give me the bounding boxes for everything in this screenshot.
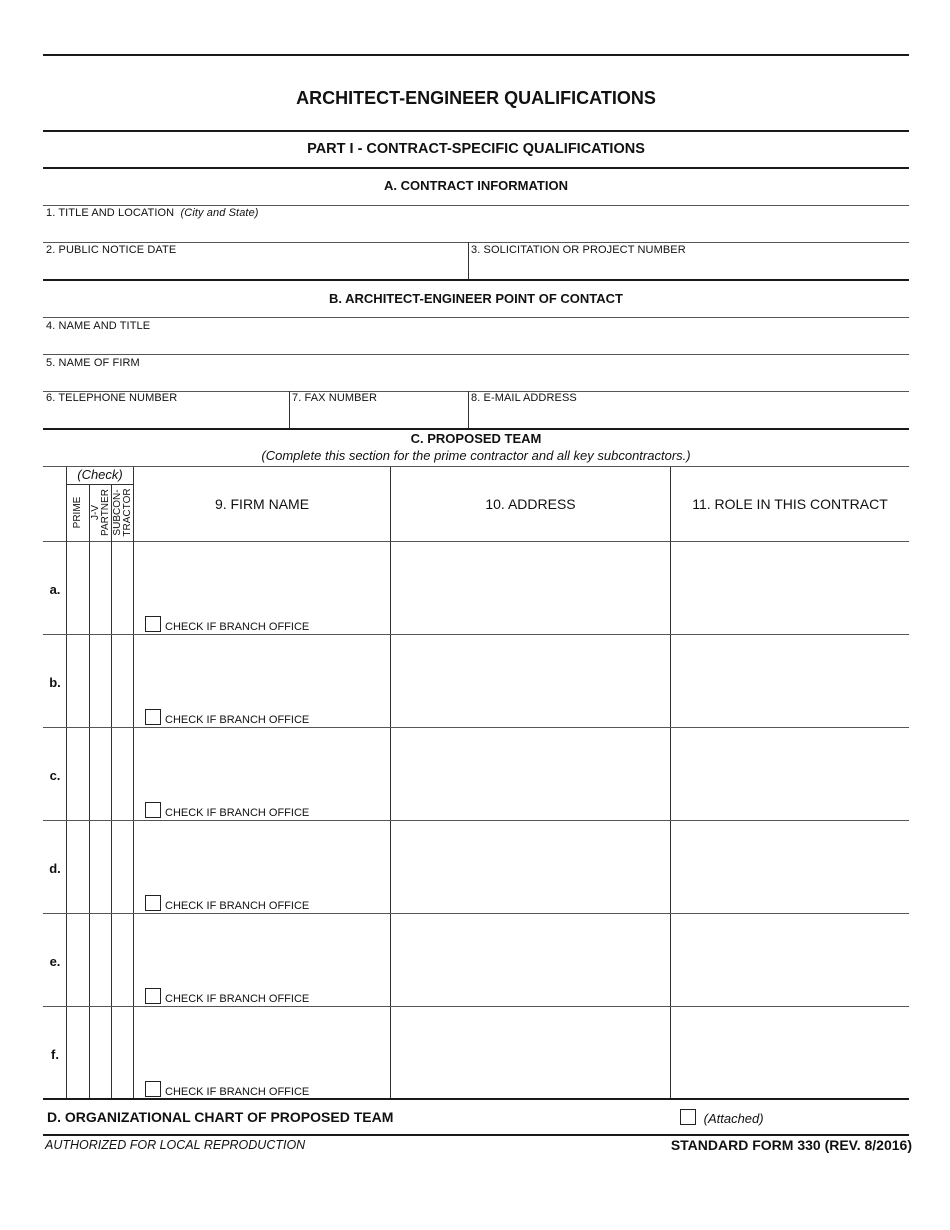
check-jv-partner-cell[interactable] xyxy=(90,821,111,913)
row-letter: e. xyxy=(49,954,61,969)
rule xyxy=(43,279,909,281)
branch-office-checkbox[interactable] xyxy=(145,616,161,632)
branch-office-option xyxy=(145,709,309,726)
title-location-label: 1. TITLE AND LOCATION (City and State) xyxy=(46,207,259,219)
check-subcontractor-cell[interactable] xyxy=(112,1007,133,1099)
rule xyxy=(43,1098,909,1100)
branch-office-option xyxy=(145,895,309,912)
branch-office-label: CHECK IF BRANCH OFFICE xyxy=(165,621,310,633)
section-c-heading: C. PROPOSED TEAM xyxy=(410,431,542,446)
attached-checkbox[interactable] xyxy=(680,1109,696,1125)
firm-name-field[interactable] xyxy=(134,542,390,610)
firm-name-field[interactable] xyxy=(43,370,909,391)
check-column-header-line: J-V xyxy=(89,505,101,520)
section-b-heading: B. ARCHITECT-ENGINEER POINT OF CONTACT xyxy=(329,291,623,306)
name-title-label: 4. NAME AND TITLE xyxy=(46,320,151,332)
check-column-header-line: PARTNER xyxy=(99,489,111,536)
top-rule xyxy=(43,54,909,56)
firm-name-column-header: 9. FIRM NAME xyxy=(214,496,310,512)
rule xyxy=(43,466,909,467)
telephone-label: 6. TELEPHONE NUMBER xyxy=(46,392,178,404)
check-subcontractor-cell[interactable] xyxy=(112,728,133,820)
check-column-header xyxy=(91,485,111,540)
role-field[interactable] xyxy=(671,821,909,913)
rule xyxy=(43,317,909,318)
footer-authorized: AUTHORIZED FOR LOCAL REPRODUCTION xyxy=(45,1138,306,1152)
public-notice-date-field[interactable] xyxy=(43,257,467,278)
telephone-field[interactable] xyxy=(43,405,288,427)
address-field[interactable] xyxy=(391,821,670,913)
check-column-header xyxy=(113,485,133,540)
row-letter: b. xyxy=(49,675,61,690)
rule xyxy=(43,354,909,355)
branch-office-label: CHECK IF BRANCH OFFICE xyxy=(165,807,310,819)
check-column-header-line: PRIME xyxy=(72,496,83,529)
check-column-header xyxy=(73,485,83,540)
row-letter: d. xyxy=(49,861,61,876)
check-column-header-line: TRACTOR xyxy=(121,488,133,537)
check-jv-partner-cell[interactable] xyxy=(90,1007,111,1099)
divider xyxy=(468,242,469,279)
section-a-heading: A. CONTRACT INFORMATION xyxy=(384,178,568,193)
email-label: 8. E-MAIL ADDRESS xyxy=(471,392,577,404)
check-jv-partner-cell[interactable] xyxy=(90,914,111,1006)
address-column-header: 10. ADDRESS xyxy=(485,496,576,512)
row-letter: c. xyxy=(49,768,61,783)
branch-office-checkbox[interactable] xyxy=(145,1081,161,1097)
branch-office-option xyxy=(145,802,309,819)
firm-name-label: 5. NAME OF FIRM xyxy=(46,357,140,369)
role-column-header: 11. ROLE IN THIS CONTRACT xyxy=(692,496,888,512)
part-title: PART I - CONTRACT-SPECIFIC QUALIFICATIONS xyxy=(307,141,645,157)
check-subcontractor-cell[interactable] xyxy=(112,914,133,1006)
firm-name-field[interactable] xyxy=(134,635,390,703)
check-jv-partner-cell[interactable] xyxy=(90,728,111,820)
role-field[interactable] xyxy=(671,728,909,820)
rule xyxy=(43,205,909,206)
address-field[interactable] xyxy=(391,914,670,1006)
role-field[interactable] xyxy=(671,635,909,727)
branch-office-option xyxy=(145,616,309,633)
form-title: ARCHITECT-ENGINEER QUALIFICATIONS xyxy=(296,88,656,108)
solicitation-number-field[interactable] xyxy=(470,257,908,278)
check-prime-cell[interactable] xyxy=(67,635,89,727)
attached-option xyxy=(680,1109,764,1126)
branch-office-checkbox[interactable] xyxy=(145,709,161,725)
check-prime-cell[interactable] xyxy=(67,821,89,913)
branch-office-checkbox[interactable] xyxy=(145,988,161,1004)
check-column-header-line: SUBCON- xyxy=(111,489,123,536)
role-field[interactable] xyxy=(671,1007,909,1099)
address-field[interactable] xyxy=(391,542,670,634)
firm-name-field[interactable] xyxy=(134,821,390,889)
rule xyxy=(43,130,909,132)
public-notice-date-label: 2. PUBLIC NOTICE DATE xyxy=(46,244,177,256)
check-subcontractor-cell[interactable] xyxy=(112,542,133,634)
divider xyxy=(468,391,469,428)
solicitation-number-label: 3. SOLICITATION OR PROJECT NUMBER xyxy=(471,244,686,256)
branch-office-option xyxy=(145,1081,309,1098)
title-location-field[interactable] xyxy=(43,220,909,242)
footer-form-number: STANDARD FORM 330 (REV. 8/2016) xyxy=(670,1137,912,1153)
rule xyxy=(43,242,909,243)
branch-office-option xyxy=(145,988,309,1005)
check-subcontractor-cell[interactable] xyxy=(112,635,133,727)
section-d-heading: D. ORGANIZATIONAL CHART OF PROPOSED TEAM xyxy=(47,1109,394,1125)
check-prime-cell[interactable] xyxy=(67,1007,89,1099)
check-prime-cell[interactable] xyxy=(67,728,89,820)
section-c-subheading: (Complete this section for the prime contractor and all key subcontractors.) xyxy=(261,448,691,463)
check-prime-cell[interactable] xyxy=(67,542,89,634)
rule xyxy=(43,428,909,430)
rule xyxy=(43,167,909,169)
firm-name-field[interactable] xyxy=(134,914,390,982)
check-subcontractor-cell[interactable] xyxy=(112,821,133,913)
address-field[interactable] xyxy=(391,635,670,727)
address-field[interactable] xyxy=(391,728,670,820)
branch-office-label: CHECK IF BRANCH OFFICE xyxy=(165,1086,310,1098)
check-prime-cell[interactable] xyxy=(67,914,89,1006)
branch-office-checkbox[interactable] xyxy=(145,895,161,911)
role-field[interactable] xyxy=(671,914,909,1006)
branch-office-checkbox[interactable] xyxy=(145,802,161,818)
attached-label: (Attached) xyxy=(703,1111,764,1126)
rule xyxy=(43,1134,909,1136)
firm-name-field[interactable] xyxy=(134,728,390,796)
row-letter: a. xyxy=(49,582,61,597)
address-field[interactable] xyxy=(391,1007,670,1099)
fax-field[interactable] xyxy=(290,405,467,427)
fax-label: 7. FAX NUMBER xyxy=(292,392,378,404)
branch-office-label: CHECK IF BRANCH OFFICE xyxy=(165,993,310,1005)
firm-name-field[interactable] xyxy=(134,1007,390,1075)
email-field[interactable] xyxy=(470,405,908,427)
check-jv-partner-cell[interactable] xyxy=(90,635,111,727)
branch-office-label: CHECK IF BRANCH OFFICE xyxy=(165,714,310,726)
role-field[interactable] xyxy=(671,542,909,634)
name-title-field[interactable] xyxy=(43,333,909,354)
check-label: (Check) xyxy=(77,467,123,482)
branch-office-label: CHECK IF BRANCH OFFICE xyxy=(165,900,310,912)
row-letter: f. xyxy=(51,1047,59,1062)
check-jv-partner-cell[interactable] xyxy=(90,542,111,634)
